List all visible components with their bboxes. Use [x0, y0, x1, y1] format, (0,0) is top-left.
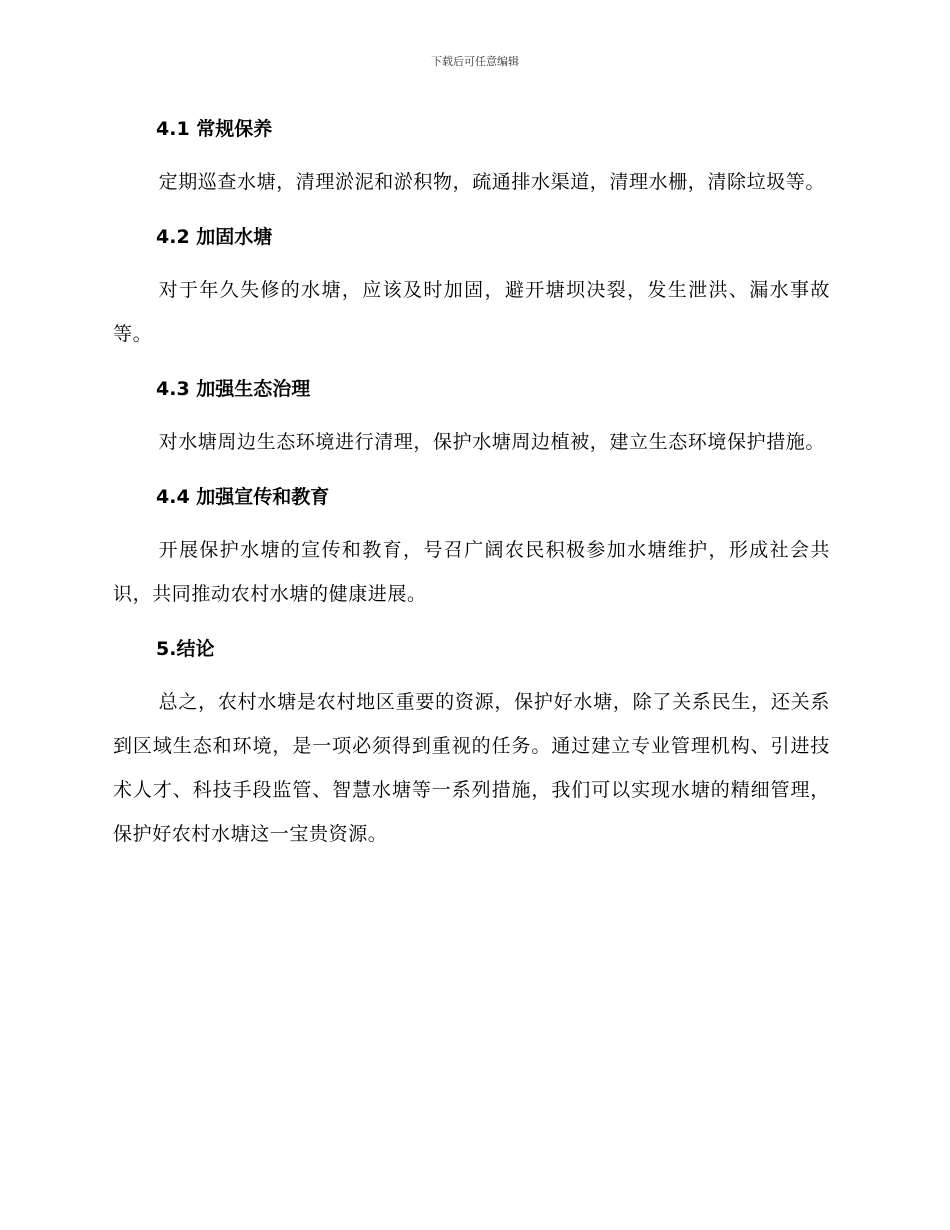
- section-paragraph: 对于年久失修的水塘，应该及时加固，避开塘坝决裂，发生泄洪、漏水事故等。: [113, 279, 830, 345]
- document-body: [113, 112, 830, 872]
- section-paragraph: 定期巡查水塘，清理淤泥和淤积物，疏通排水渠道，清理水栅，清除垃圾等。: [158, 171, 825, 193]
- section-4-3: [113, 372, 830, 464]
- section-heading: 4.2 加固水塘: [156, 226, 273, 248]
- section-heading: 4.3 加强生态治理: [156, 378, 311, 400]
- section-paragraph: 开展保护水塘的宣传和教育，号召广阔农民积极参加水塘维护，形成社会共识，共同推动农村水塘的健康进展。: [113, 539, 830, 605]
- section-heading: 5.结论: [156, 638, 215, 660]
- section-4-4: [113, 480, 830, 616]
- section-heading: 4.1 常规保养: [156, 118, 273, 140]
- section-paragraph: 总之，农村水塘是农村地区重要的资源，保护好水塘，除了关系民生，还关系到区域生态和环境，是一项必须得到重视的任务。通过建立专业管理机构、引进技术人才、科技手段监管、智慧水塘等一系列措施，我们可以实现水塘的精细管理，保护好农村水塘这一宝贵资源。: [113, 691, 830, 845]
- section-paragraph: 对水塘周边生态环境进行清理，保护水塘周边植被，建立生态环境保护措施。: [158, 431, 825, 453]
- section-heading: 4.4 加强宣传和教育: [156, 486, 330, 508]
- section-4-2: [113, 220, 830, 356]
- page-header: 下载后可任意编辑: [431, 55, 519, 68]
- section-5-conclusion: [113, 632, 830, 856]
- section-4-1: [113, 112, 830, 204]
